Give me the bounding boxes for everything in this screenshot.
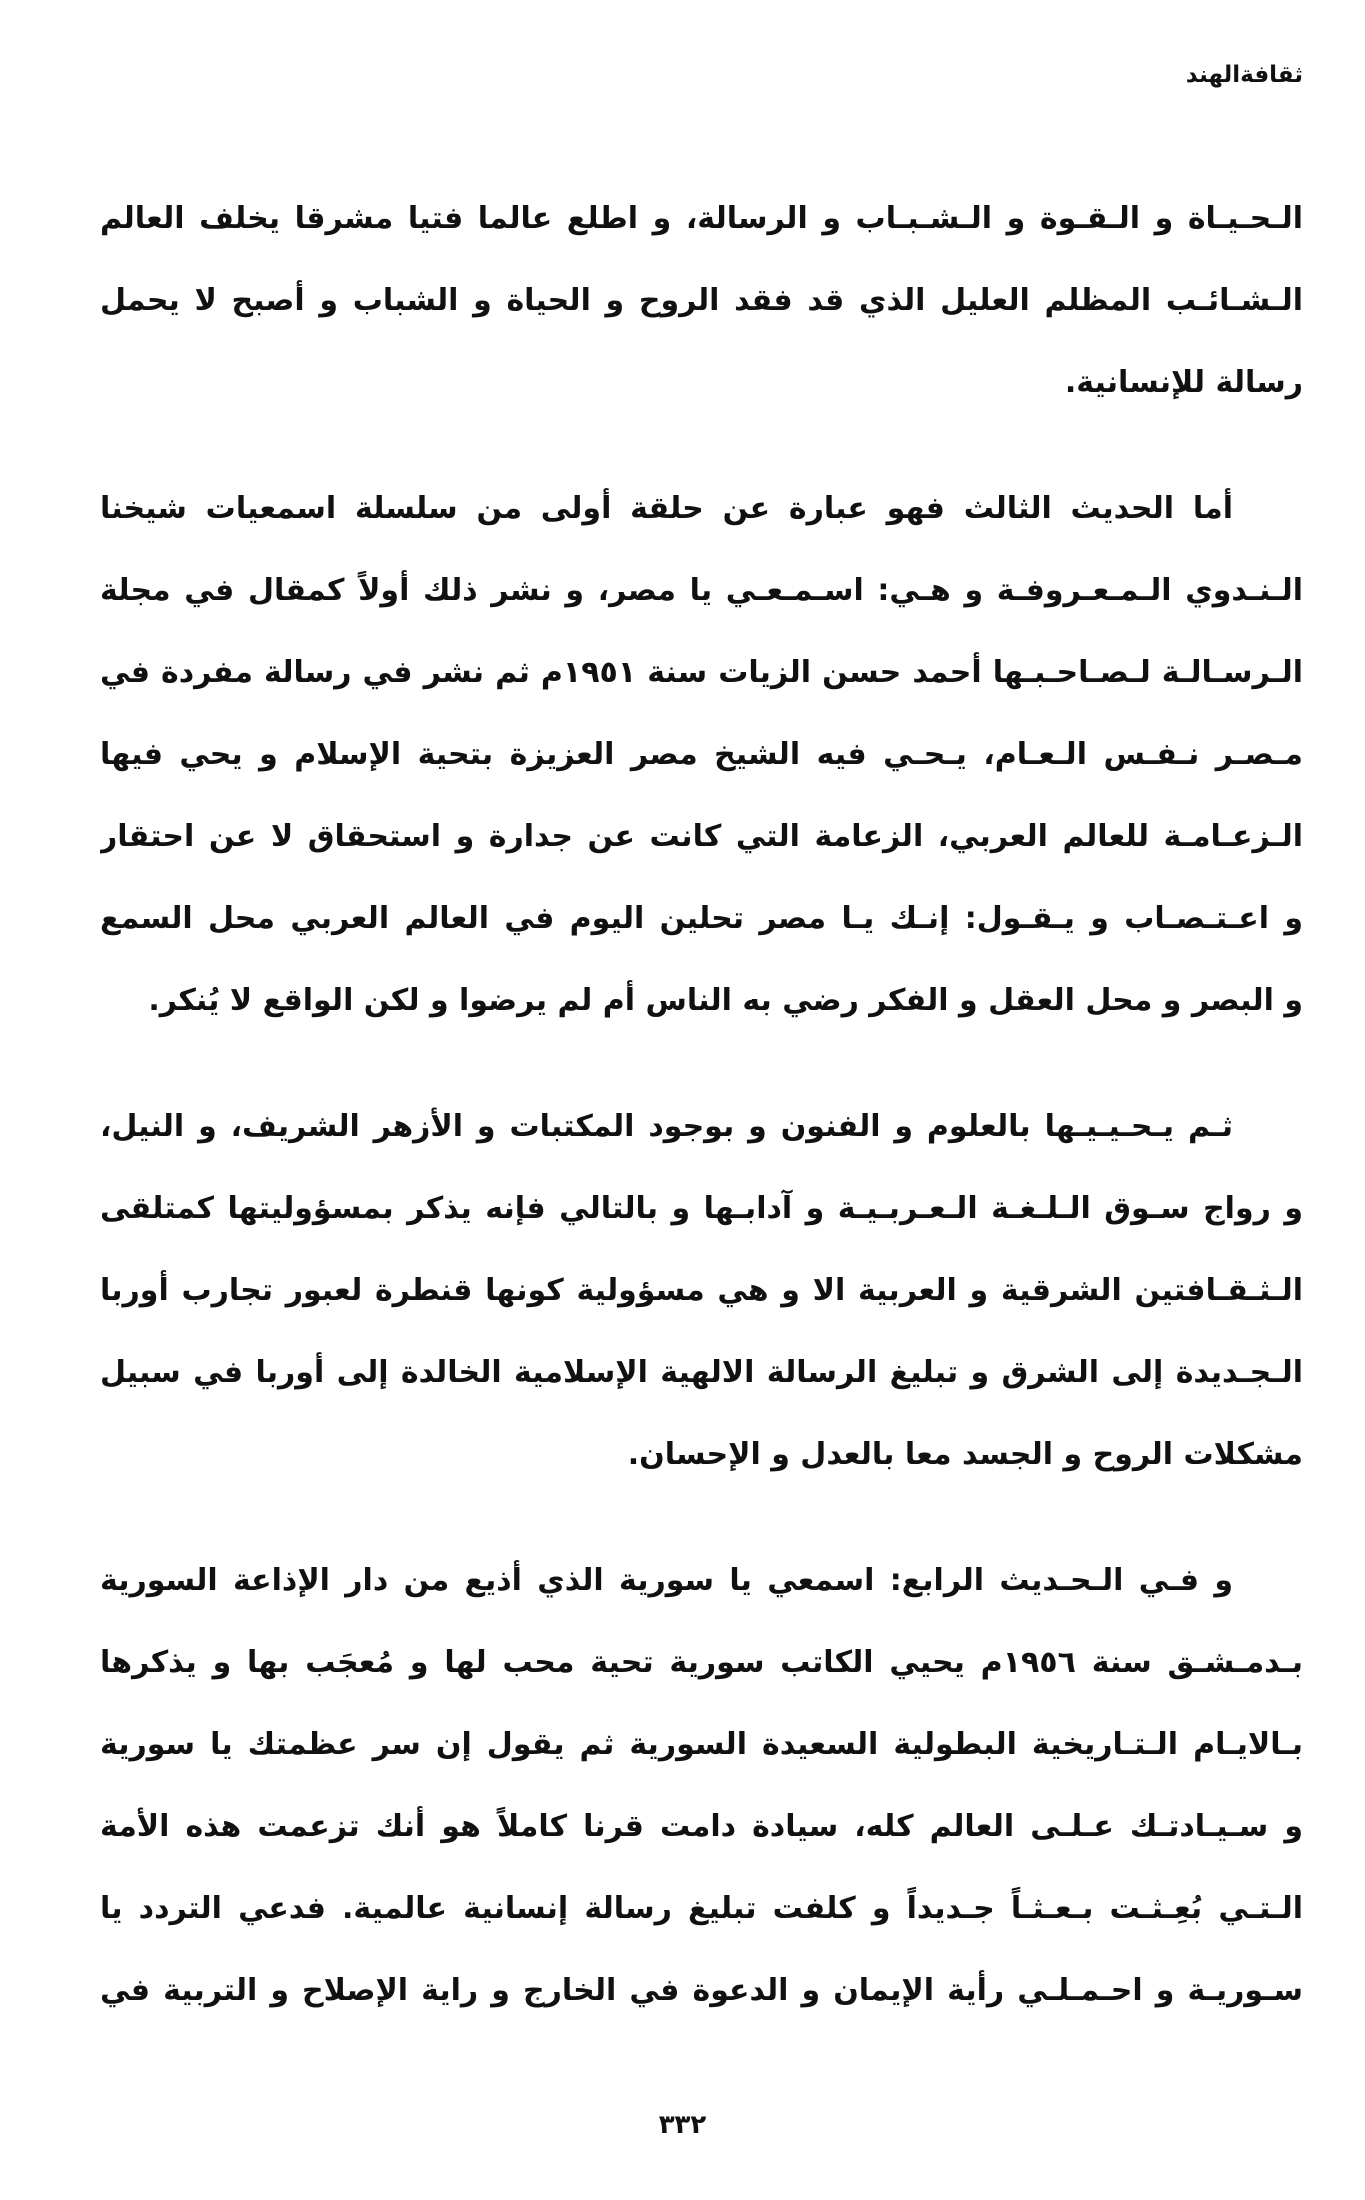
paragraph-4	[100, 1540, 1303, 2032]
text-line: و رواج سـوق الـلـغـة الـعـربـيـة و آدابـها و بالتالي فإنه يذكر بمسؤوليتها كمتلقى	[100, 1191, 1303, 1226]
text-line: الـثـقـافتين الشرقية و العربية الا و هي مسؤولية كونها قنطرة لعبور تجارب أوربا	[100, 1273, 1303, 1308]
text-line: مشكلات الروح و الجسد معا بالعدل و الإحسان.	[627, 1437, 1303, 1472]
text-line: سـوريـة و احـمـلـي رأية الإيمان و الدعوة في الخارج و راية الإصلاح و التربية في	[100, 1973, 1303, 2008]
text-line: و سـيـادتـك عـلـى العالم كله، سيادة دامت قرنا كاملاً هو أنك تزعمت هذه الأمة	[100, 1809, 1303, 1844]
text-line: بـالايـام الـتـاريخية البطولية السعيدة السورية ثم يقول إن سر عظمتك يا سورية	[100, 1727, 1303, 1762]
text-line: و فـي الـحـديث الرابع: اسمعي يا سورية الذي أذيع من دار الإذاعة السورية	[100, 1563, 1233, 1598]
text-line: أما الحديث الثالث فهو عبارة عن حلقة أولى من سلسلة اسمعيات شيخنا	[100, 491, 1233, 526]
text-line: و البصر و محل العقل و الفكر رضي به الناس أم لم يرضوا و لكن الواقع لا يُنكر.	[148, 983, 1303, 1018]
running-header: ثقافةالهند	[1185, 62, 1303, 88]
text-line: ثـم يـحـيـيـها بالعلوم و الفنون و بوجود المكتبات و الأزهر الشريف، و النيل،	[100, 1109, 1233, 1144]
text-line: الـجـديدة إلى الشرق و تبليغ الرسالة الالهية الإسلامية الخالدة إلى أوربا في سبيل	[100, 1355, 1303, 1390]
text-line: الـزعـامـة للعالم العربي، الزعامة التي كانت عن جدارة و استحقاق لا عن احتقار	[100, 819, 1303, 854]
text-line: بـدمـشـق سنة ١٩٥٦م يحيي الكاتب سورية تحية محب لها و مُعجَب بها و يذكرها	[100, 1645, 1303, 1680]
text-line: الـنـدوي الـمـعـروفـة و هـي: اسـمـعـي يا مصر، و نشر ذلك أولاً كمقال في مجلة	[100, 573, 1303, 608]
paragraph-1	[100, 178, 1303, 424]
paragraph-2	[100, 468, 1303, 1042]
text-line: رسالة للإنسانية.	[1064, 365, 1303, 400]
text-line: الـشـائـب المظلم العليل الذي قد فقد الروح و الحياة و الشباب و أصبح لا يحمل	[100, 283, 1303, 318]
text-line: الـحـيـاة و الـقـوة و الـشـبـاب و الرسالة، و اطلع عالما فتيا مشرقا يخلف العالم	[100, 201, 1303, 236]
text-line: و اعـتـصـاب و يـقـول: إنـك يـا مصر تحلين اليوم في العالم العربي محل السمع	[100, 901, 1303, 936]
body-text	[100, 178, 1303, 2076]
page-number: ٣٣٢	[658, 2110, 707, 2140]
text-line: الـتـي بُعِـثـت بـعـثـاً جـديداً و كلفت تبليغ رسالة إنسانية عالمية. فدعي التردد يا	[100, 1891, 1303, 1926]
text-line: الـرسـالـة لـصـاحـبـها أحمد حسن الزيات سنة ١٩٥١م ثم نشر في رسالة مفردة في	[100, 655, 1303, 690]
text-line: مـصـر نـفـس الـعـام، يـحـي فيه الشيخ مصر العزيزة بتحية الإسلام و يحي فيها	[100, 737, 1303, 772]
paragraph-3	[100, 1086, 1303, 1496]
